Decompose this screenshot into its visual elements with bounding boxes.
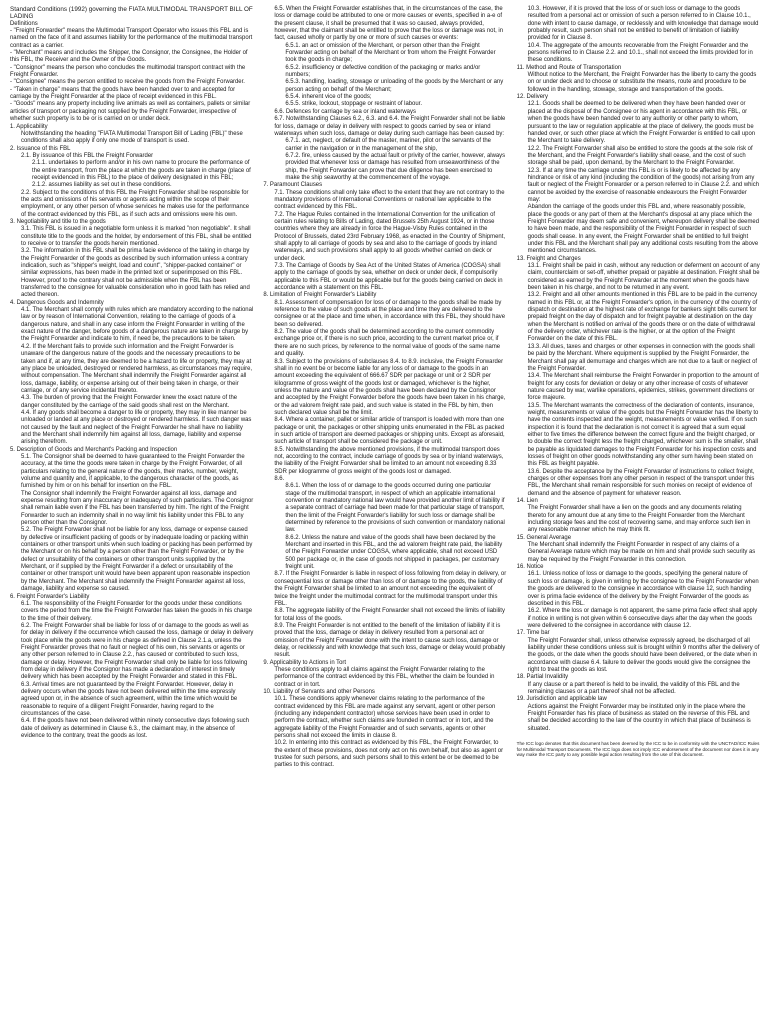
clause-heading: 17. Time bar xyxy=(516,630,550,637)
clause-paragraph: 6.4. If the goods have not been delivered within ninety consecutive days following such date of delivery as determined in Clause 6.3., the claimant may, in the absence of evidence to the contrary, treat the goods as lost. xyxy=(21,718,250,740)
clause-heading: 12. Delivery xyxy=(516,94,549,101)
clause-paragraph: 13.2. Freight and all other amounts mentioned in this FBL are to be paid in the currency named in this FBL or, at the Freight Forwarder's option, in the currency of the country of dispatch or destination at the highest rate of exchange for bankers sight bills current for prepaid freight on the day of dispatch and for freight payable at destination on the day when the Merchant is notified on arrival of the goods there or on the date of withdrawal of the delivery order, whichever rate is the higher, or at the option of the Freight Forwarder on the date of this FBL. xyxy=(527,292,758,343)
clause-heading: - "Goods" means any property including live animals as well as containers, pallets or similar articles of transport or packaging not supplied by the Freight Forwarder, irrespective of whether such property is to be or is carried on or under deck. xyxy=(10,101,251,123)
clause-paragraph: 6.7.1. act, neglect, or default of the master, mariner, pilot or the servants of the carrier in the navigation or in the management of the ship, xyxy=(285,138,491,152)
clause-paragraph: 16.2. Where the loss or damage is not apparent, the same prima facie effect shall apply if notice in writing is not given within 6 consecutive days after the day when the goods were delivered to the consignee in accordance with clause 12. xyxy=(527,608,758,629)
clause-paragraph: 8.6.1. When the loss of or damage to the goods occurred during one particular stage of the multimodal transport, in respect of which an applicable international convention or mandatory national law would have provided another limit of liability if a separate contract of carriage had been made for that particular stage of transport, then the limit of the Freight Forwarder's liability for such loss or damage shall be determined by reference to the provisions of such convention or mandatory national law. xyxy=(285,483,505,534)
clause-heading: 13. Freight and Charges xyxy=(516,255,581,262)
clause-paragraph: 6.5.5. strike, lockout, stoppage or restraint of labour. xyxy=(285,101,422,108)
clause-heading: - "Consignor" means the person who concludes the multimodal transport contract with the Freight Forwarder. xyxy=(10,64,246,79)
clause-paragraph: 2.1.2. assumes liability as set out in these conditions. xyxy=(32,182,172,189)
clause-heading: 1. Applicability xyxy=(10,123,48,130)
clause-heading: - "Merchant" means and includes the Shipper, the Consignor, the Consignee, the Holder of this FBL, the Receiver and the Owner of the Goods. xyxy=(10,50,248,64)
document-title: Standard Conditions (1992) governing the FIATA MULTIMODAL TRANSPORT BILL OF LADING xyxy=(10,6,253,21)
clause-paragraph: 4.2. If the Merchant fails to provide such information and the Freight Forwarder is unaware of the dangerous nature of the goods and the necessary precautions to be taken and if, at any time, they are deemed to be a hazard to life or property, they may at any place be unloaded, destroyed or rendered harmless, as circumstances may require, without compensation. The Merchant shall indemnify the Freight Forwarder against all loss, damage, liability, or expense arising out of their being taken in charge, or their carriage, or of any service incidental thereto. xyxy=(21,343,253,394)
clause-paragraph: 3.2. The information in this FBL shall be prima facie evidence of the taking in charge by the Freight Forwarder of the goods as described by such information unless a contrary indication, such as "shipper's weight, load and count", "shipper-packed container" or similar expressions, has been made in the printed text or superimposed on this FBL. However, proof to the contrary shall not be admissible when the FBL has been transferred to the consignee for valuable consideration who in good faith has relied and acted thereon. xyxy=(21,248,250,299)
clause-heading: Definitions xyxy=(10,20,38,27)
clause-heading: 16. Notice xyxy=(516,564,544,571)
clause-paragraph: 8.9. The Freight Forwarder is not entitled to the benefit of the limitation of liability if it is proved that the loss, damage or delay in delivery resulted from a personal act or omission of the Freight Forwarder done with the intent to cause such loss, damage or delay, or recklessly and with knowledge that such loss, damage or delay would probably result. xyxy=(274,622,506,659)
clause-paragraph: 2.2. Subject to the conditions of this FBL the Freight Forwarder shall be responsible for the acts and omissions of his servants or agents acting within the scope of their employment, or any other person of whose services he makes use for the performance of the contract evidenced by this FBL, as if such acts and omissions were his own. xyxy=(21,189,250,218)
clause-paragraph: 7.1. These conditions shall only take effect to the extent that they are not contrary to the mandatory provisions of International Conventions or national law applicable to the contract evidenced by this FBL. xyxy=(274,189,505,211)
clause-paragraph: 6.5.3. handling, loading, stowage or unloading of the goods by the Merchant or any person acting on behalf of the Merchant; xyxy=(285,79,504,93)
clause-paragraph: If any clause or a part thereof is held to be invalid, the validity of this FBL and the remaining clauses or a part thereof shall not be affected. xyxy=(527,681,740,695)
clause-paragraph: 8.4. Where a container, pallet or similar article of transport is loaded with more than one package or unit, the packages or other shipping units enumerated in the FBL as packed in such article of transport are deemed packages or shipping units. Except as aforesaid, such article of transport shall be considered the package or unit. xyxy=(274,417,505,446)
clause-paragraph: 8.6.2. Unless the nature and value of the goods shall have been declared by the Merchant and inserted in this FBL, and the ad valorem freight rate paid, the liability of the Freight Forwarder under COGSA, where applicable, shall not exceed USD 500 per package or, in the case of goods not shipped in packages, per customary freight unit. xyxy=(285,534,503,571)
clause-paragraph: 12.1. Goods shall be deemed to be delivered when they have been handed over or placed at the disposal of the Consignee or his agent in accordance with this FBL, or when the goods have been handed over to any authority or other party to whom, pursuant to the law or regulation applicable at the place of delivery, the goods must be handed over, or such other place at which the Freight Forwarder is entitled to call upon the Merchant to take delivery. xyxy=(527,101,756,145)
clause-paragraph: 8.3. Subject to the provisions of subclauses 8.4. to 8.9. inclusive, the Freight Forwarder shall in no event be or become liable for any loss of or damage to the goods in an amount exceeding the equivalent of 666.67 SDR per package or unit or 2 SDR per kilogramme of gross weight of the goods lost or damaged, whichever is the higher, unless the nature and value of the goods shall have been declared by the Consignor and accepted by the Freight Forwarder before the goods have been taken in his charge, or the ad valorem freight rate paid, and such value is stated in the FBL by him, then such declared value shall be the limit. xyxy=(274,358,506,416)
clause-paragraph: 6.7. Notwithstanding Clauses 6.2., 6.3. and 6.4. the Freight Forwarder shall not be liable for loss, damage or delay in delivery with respect to goods carried by sea or inland waterways when such loss, damage or delay during such carriage has been caused by: xyxy=(274,116,506,137)
clause-paragraph: 10.1. These conditions apply whenever claims relating to the performance of the contract evidenced by this FBL are made against any servant, agent or other person (including any independent contractor) whose services have been used in order to perform the contract, whether such claims are founded in contract or in tort, and the aggregate liability of the Freight Forwarder and of such servants, agents or other persons shall not exceed the limits in clause 8. xyxy=(274,696,496,740)
clause-heading: 11. Method and Route of Transportation xyxy=(516,64,622,71)
clause-paragraph: 8.1. Assessment of compensation for loss of or damage to the goods shall be made by reference to the value of such goods at the place and time they are delivered to the consignee or at the place and time when, in accordance with this FBL, they should have been so delivered. xyxy=(274,299,506,328)
clause-paragraph: 2.1.1. undertakes to perform and/or in his own name to procure the performance of the entire transport, from the place at which the goods are taken in charge (place of receipt evidenced in this FBL) to the place of delivery designated in this FBL; xyxy=(32,160,251,181)
clause-heading: 14. Lien xyxy=(516,498,538,505)
clause-heading: 18. Partial Invalidity xyxy=(516,674,569,681)
clause-paragraph: 10.2. In entering into this contract as evidenced by this FBL, the Freight Forwarder, to the extent of these provisions, does not only act on his own behalf, but also as agent or trustee for such persons, and such persons shall to this extent be or be deemed to be parties to this contract. xyxy=(274,740,504,769)
clause-paragraph: 8.2. The value of the goods shall be determined according to the current commodity exchange price or, if there is no such price, according to the current market price or, if there are no such prices, by reference to the normal value of goods of the same name and quality. xyxy=(274,329,501,358)
clause-heading: - "Consignee" means the person entitled to receive the goods from the Freight Forwarder. xyxy=(10,79,245,86)
clause-paragraph: 7.3. The Carriage of Goods by Sea Act of the United States of America (COGSA) shall apply to the carriage of goods by sea, whether on deck or under deck, if compulsorily applicable to this FBL or would be applicable but for the goods being carried on deck in accordance with a statement on this FBL. xyxy=(274,263,503,292)
clause-heading: 8. Limitation of Freight Forwarder's Liability xyxy=(263,292,377,299)
clause-paragraph: 2.1. By issuance of this FBL the Freight Forwarder xyxy=(21,152,154,159)
clause-paragraph: 6.5.1. an act or omission of the Merchant, or person other than the Freight Forwarder acting on behalf of the Merchant or from whom the Freight Forwarder took the goods in charge; xyxy=(285,42,496,64)
clause-paragraph: 4.3. The burden of proving that the Freight Forwarder knew the exact nature of the danger constituted by the carriage of the said goods shall rest on the Merchant. xyxy=(21,395,238,409)
clause-paragraph: 16.1. Unless notice of loss or damage to the goods, specifying the general nature of such loss or damage, is given in writing by the consignee to the Freight Forwarder when the goods are delivered to the consignee in accordance with clause 12, such handing over is prima facie evidence of the delivery by the Freight Forwarder of the goods as described in this FBL. xyxy=(527,571,759,607)
conditions-column-left xyxy=(10,6,253,1018)
clause-paragraph: 3.1. This FBL is issued in a negotiable form unless it is marked "non negotiable". It shall constitute title to the goods and the holder, by endorsement of this FBL, shall be entitled to receive or to transfer the goods herein mentioned. xyxy=(21,226,252,247)
clause-paragraph: 13.5. The Merchant warrants the correctness of the declaration of contents, insurance, weight, measurements or value of the goods but the Freight Forwarder has the liberty to have the contents inspected and the weight, measurements or value verified. If on such inspection it is found that the declaration is not correct it is agreed that a sum equal either to five times the difference between the correct figure and the freight charged, or to double the correct freight less the freight charged, whichever sum is the smaller, shall be payable as liquidated damages to the Freight Forwarder for his inspection costs and losses of freight on other goods notwithstanding any other sum having been stated on this FBL as freight payable. xyxy=(527,402,759,468)
clause-heading: 10. Liability of Servants and other Persons xyxy=(263,688,375,695)
clause-heading: 15. General Average xyxy=(516,534,572,541)
conditions-column-right xyxy=(517,6,760,1018)
clause-paragraph: 6.1. The responsibility of the Freight Forwarder for the goods under these conditions covers the period from the time the Freight Forwarder has taken the goods in his charge to the time of their delivery. xyxy=(21,600,253,622)
clause-paragraph: 12.2. The Freight Forwarder shall also be entitled to store the goods at the sole risk of the Merchant, and the Freight Forwarder's liability shall cease, and the cost of such storage shall be paid, upon demand, by the Merchant to the Freight Forwarder. xyxy=(527,145,753,167)
clause-paragraph: 6.5. When the Freight Forwarder establishes that, in the circumstances of the case, the loss or damage could be attributed to one or more causes or events, specified in a-e of the present clause, it shall be presumed that it was so caused, always provided, however, that the claimant shall be entitled to prove that the loss or damage was not, in fact, caused wholly or partly by one or more of such causes or events: xyxy=(274,6,504,42)
clause-paragraph: 13.6. Despite the acceptance by the Freight Forwarder of instructions to collect freight, charges or other expenses from any other person in respect of the transport under this FBL, the Merchant shall remain responsible for such monies on receipt of evidence of demand and the absence of payment for whatever reason. xyxy=(527,468,755,497)
clause-paragraph: 5.1. The Consignor shall be deemed to have guaranteed to the Freight Forwarder the accuracy, at the time the goods were taken in charge by the Freight Forwarder, of all particulars relating to the general nature of the goods, their marks, number, weight, volume and quantity and, if applicable, to the dangerous character of the goods, as furnished by him or on his behalf for insertion on the FBL. xyxy=(21,453,245,490)
clause-paragraph: The Consignor shall indemnify the Freight Forwarder against all loss, damage and expense resulting from any inaccuracy or inadequacy of such particulars. The Consignor shall remain liable even if the FBL has been transferred by him. The right of the Freight Forwarder to such an indemnity shall in no way limit his liability under this FBL to any person other than the Consignor. xyxy=(21,490,254,527)
clause-heading: 6. Freight Forwarder's Liability xyxy=(10,593,90,600)
clause-heading: 19. Jurisdiction and applicable law xyxy=(516,696,607,703)
clause-paragraph: 6.5.4. inherent vice of the goods; xyxy=(285,94,372,101)
conditions-column-middle xyxy=(263,6,506,1018)
conditions-page xyxy=(10,6,760,1018)
clause-paragraph: Without notice to the Merchant, the Freight Forwarder has the liberty to carry the goods on or under deck and to choose or substitute the means, route and procedure to be followed in the handling, stowage, storage and transportation of the goods. xyxy=(527,72,757,93)
clause-paragraph: 13.3. All dues, taxes and charges or other expenses in connection with the goods shall be paid by the Merchant. Where equipment is supplied by the Freight Forwarder, the Merchant shall pay all demurrage and charges which are not due to a fault or neglect of the Freight Forwarder. xyxy=(527,343,758,372)
clause-paragraph: These conditions apply to all claims against the Freight Forwarder relating to the performance of the contract evidenced by this FBL, whether the claim be founded in contract or in tort. xyxy=(274,666,495,688)
clause-paragraph: The Freight Forwarder shall, unless otherwise expressly agreed, be discharged of all liability under these conditions unless suit is brought within 9 months after the delivery of the goods, or the date when the goods should have been delivered, or the date when in accordance with clause 6.4. failure to deliver the goods would give the consignee the right to treat the goods as lost. xyxy=(527,637,760,673)
clause-heading: 3. Negotiability and title to the goods xyxy=(10,218,106,225)
clause-heading: 4. Dangerous Goods and Indemnity xyxy=(10,299,104,306)
clause-paragraph: 6.6. Defences for carriage by sea or inland waterways xyxy=(274,108,416,115)
clause-paragraph: 8.7. If the Freight Forwarder is liable in respect of loss following from delay in delivery, or consequential loss or damage other than loss of or damage to the goods, the liability of the Freight Forwarder shall be limited to an amount not exceeding the equivalent of twice the freight under the multimodal contract for the multimodal transport under this FBL. xyxy=(274,571,507,607)
clause-paragraph: 4.1. The Merchant shall comply with rules which are mandatory according to the national law or by reason of International Convention, relating to the carriage of goods of a dangerous nature, and shall in any case inform the Freight Forwarder in writing of the exact nature of the danger, before goods of a dangerous nature are taken in charge by the Freight Forwarder and indicate to him, if need be, the precautions to be taken. xyxy=(21,307,254,343)
clause-paragraph: The Freight Forwarder shall have a lien on the goods and any documents relating thereto for any amount due at any time to the Freight Forwarder from the Merchant including storage fees and the cost of recovering same, and may enforce such lien in any reasonable manner which he may think fit. xyxy=(527,505,751,534)
clause-paragraph: 13.4. The Merchant shall reimburse the Freight Forwarder in proportion to the amount of freight for any costs for deviation or delay or any other increase of costs of whatever nature caused by war, warlike operations, epidemics, strikes, government directions or force majeure. xyxy=(527,373,759,402)
clause-paragraph: 8.6. xyxy=(274,476,285,482)
clause-paragraph: 10.3. However, if it is proved that the loss of or such loss or damage to the goods resulted from a personal act or omission of such a person referred to in Clause 10.1., done with intent to cause damage, or recklessly and with knowledge that damage would probably result, such person shall not be entitled to benefit of limitation of liability provided for in Clause 8. xyxy=(527,6,759,42)
clause-paragraph: 4.4. If any goods shall become a danger to life or property, they may in like manner be unloaded or landed at any place or destroyed or rendered harmless. If such danger was not caused by the fault and neglect of the Freight Forwarder he shall have no liability and the Merchant shall indemnify him against all loss, damage, liability and expense arising therefrom. xyxy=(21,409,252,446)
clause-paragraph: Actions against the Freight Forwarder may be instituted only in the place where the Freight Forwarder has his place of business as stated on the reverse of this FBL and shall be decided according to the law of the country in which that place of business is situated. xyxy=(527,703,751,732)
clause-heading: - "Freight Forwarder" means the Multimodal Transport Operator who issues this FBL and is named on the face of it and assumes liability for the performance of the multimodal transport contract as a carrier. xyxy=(10,28,253,49)
clause-heading: 2. Issuance of this FBL xyxy=(10,145,71,152)
clause-paragraph: 12.3. If at any time the carriage under this FBL is or is likely to be affected by any hindrance or risk of any kind (including the condition of the goods) not arising from any fault or neglect of the Freight Forwarder or a person referred to in Clause 2.2. and which cannot be avoided by the exercise of reasonable endeavours the Freight Forwarder may: xyxy=(527,167,760,203)
clause-paragraph: 8.5. Notwithstanding the above mentioned provisions, if the multimodal transport does not, according to the contract, include carriage of goods by sea or by inland waterways, the liability of the Freight Forwarder shall be limited to an amount not exceeding 8.33 SDR per kilogramme of gross weight of the goods lost or damaged. xyxy=(274,446,504,475)
clause-paragraph: 13.1. Freight shall be paid in cash, without any reduction or deferment on account of any claim, counterclaim or set-off, whether prepaid or payable at destination. Freight shall be considered as earned by the Freight Forwarder at the moment when the goods have been taken in his charge, and not to be returned in any event. xyxy=(527,263,760,292)
clause-heading: 9. Applicability to Actions in Tort xyxy=(263,659,347,666)
clause-paragraph: 5.2. The Freight Forwarder shall not be liable for any loss, damage or expense caused by defective or insufficient packing of goods or by inadequate loading or packing within containers or other transport units when such loading or packing has been performed by the Merchant or on his behalf by a person other than the Freight Forwarder, or by the defect or unsuitability of the containers or other transport units supplied by the Merchant, or if supplied by the Freight Forwarder if a defect or unsuitability of the container or other transport unit would have been apparent upon reasonable inspection by the Merchant. The Merchant shall indemnify the Freight Forwarder against all loss, damage, liability and expense so caused. xyxy=(21,527,253,593)
clause-heading: - "Taken in charge" means that the goods have been handed over to and accepted for carriage by the Freight Forwarder at the place of receipt evidenced in this FBL. xyxy=(10,86,236,101)
clause-paragraph: 10.4. The aggregate of the amounts recoverable from the Freight Forwarder and the persons referred to in Clause 2.2. and 10.1., shall not exceed the limits provided for in these conditions. xyxy=(527,42,753,64)
icc-footnote: The ICC logo denotes that this document has been deemed by the ICC to be in conformity with the UNCTAD/ICC Rules for Multimodal Transport Documents. The ICC logo does not imply ICC endorsement of the document nor does it in any way make the ICC party to any possible legal action resulting from the use of this document. xyxy=(516,741,760,758)
clause-heading: 7. Paramount Clauses xyxy=(263,182,323,189)
clause-heading: 5. Description of Goods and Merchant's Packing and Inspection xyxy=(10,446,178,453)
clause-paragraph: Notwithstanding the heading "FIATA Multimodal Transport Bill of Lading (FBL)" these conditions shall also apply if only one mode of transport is used. xyxy=(21,130,243,145)
clause-paragraph: 6.5.2. insufficiency or defective condition of the packaging or marks and/or numbers; xyxy=(285,64,481,79)
clause-paragraph: 8.8. The aggregate liability of the Freight Forwarder shall not exceed the limits of liability for total loss of the goods. xyxy=(274,608,505,622)
clause-paragraph: 7.2. The Hague Rules contained in the International Convention for the unification of certain rules relating to Bills of Lading, dated Brussels 25th August 1924, or in those countries where they are already in force the Hague-Visby Rules contained in the Protocol of Brussels, dated 23rd February 1968, as enacted in the Country of Shipment, shall apply to all carriage of goods by sea and also to the carriage of goods by inland waterways, and such provisions shall apply to all goods whether carried on deck or under deck. xyxy=(274,211,506,262)
clause-paragraph: The Merchant shall indemnify the Freight Forwarder in respect of any claims of a General Average nature which may be made on him and shall provide such security as may be required by the Freight Forwarder in this connection. xyxy=(527,542,756,563)
clause-paragraph: Abandon the carriage of the goods under this FBL and, where reasonably possible, place the goods or any part of them at the Merchant's disposal at any place which the Freight Forwarder may deem safe and convenient, whereupon delivery shall be deemed to have been made, and the responsibility of the Freight Forwarder in respect of such goods shall cease. In any event, the Freight Forwarder shall be entitled to full freight under this FBL and the Merchant shall pay any additional costs resulting from the above mentioned circumstances. xyxy=(527,204,760,255)
clause-paragraph: 6.2. The Freight Forwarder shall be liable for loss of or damage to the goods as well as for delay in delivery if the occurrence which caused the loss, damage or delay in delivery took place while the goods were in his charge as defined in Clause 2.1.a, unless the Freight Forwarder proves that no fault or neglect of his own, his servants or agents or any other person referred to in Clause 2.2., has caused or contributed to such loss, damage or delay. However, the Freight Forwarder shall only be liable for loss following from delay in delivery if the Consignor has made a declaration of interest in timely delivery which has been accepted by the Freight Forwarder and stated in this FBL. xyxy=(21,622,254,681)
clause-paragraph: 6.3. Arrival times are not guaranteed by the Freight Forwarder. However, delay in delivery occurs when the goods have not been delivered within the time expressly agreed upon or, in the absence of such agreement, within the time which would be reasonable to require of a diligent Freight Forwarder, having regard to the circumstances of the case. xyxy=(21,681,238,717)
clause-paragraph: 6.7.2. fire, unless caused by the actual fault or privity of the carrier, however, always provided that whenever loss or damage has resulted from unseaworthiness of the ship, the Freight Forwarder can prove that due diligence has been exercised to make the ship seaworthy at the commencement of the voyage. xyxy=(285,152,506,181)
